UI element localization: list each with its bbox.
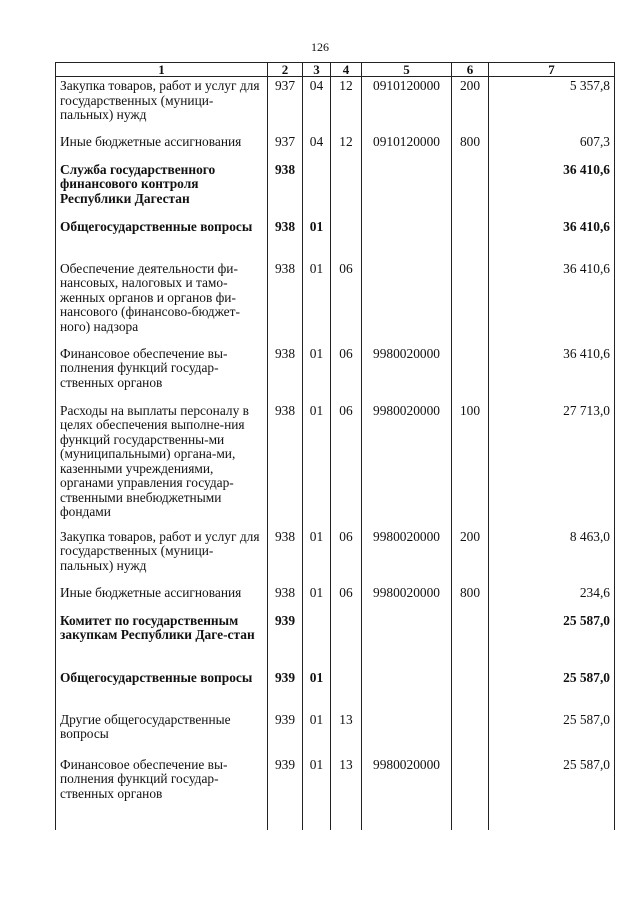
row-ministry: 938 [268,402,303,528]
row-amount: 8 463,0 [489,528,615,584]
table-row [56,161,615,218]
row-name: Общегосударственные вопросы [56,218,268,260]
header-col-7: 7 [489,63,615,77]
row-amount: 234,6 [489,584,615,612]
table-row [56,133,615,161]
row-ministry: 939 [268,669,303,711]
row-name: Закупка товаров, работ и услуг для государственных (муници-пальных) нужд [56,528,268,584]
row-target-item: 9980020000 [362,528,452,584]
table-row [56,669,615,711]
row-expense-type: 100 [452,402,489,528]
row-name: Закупка товаров, работ и услуг для государственных (муници-пальных) нужд [56,77,268,133]
row-section: 01 [303,218,331,260]
row-target-item [362,669,452,711]
row-name: Финансовое обеспечение вы-полнения функций государ-ственных органов [56,345,268,402]
row-target-item [362,161,452,218]
row-amount: 36 410,6 [489,161,615,218]
row-target-item [362,218,452,260]
row-ministry: 939 [268,756,303,830]
row-expense-type [452,161,489,218]
row-subsection [331,612,362,669]
row-subsection: 06 [331,584,362,612]
header-col-1: 1 [56,63,268,77]
table-row [56,756,615,830]
row-section: 01 [303,402,331,528]
row-expense-type [452,218,489,260]
row-subsection: 12 [331,77,362,133]
row-expense-type: 200 [452,77,489,133]
table-row [56,612,615,669]
header-col-5: 5 [362,63,452,77]
table-row [56,260,615,345]
row-ministry: 938 [268,584,303,612]
row-expense-type [452,756,489,830]
table-row [56,77,615,133]
row-target-item: 9980020000 [362,345,452,402]
row-section: 01 [303,345,331,402]
row-name: Общегосударственные вопросы [56,669,268,711]
row-amount: 25 587,0 [489,669,615,711]
row-name: Иные бюджетные ассигнования [56,584,268,612]
row-section: 01 [303,528,331,584]
row-target-item: 0910120000 [362,133,452,161]
row-target-item: 9980020000 [362,584,452,612]
row-section: 01 [303,669,331,711]
row-name: Обеспечение деятельности фи-нансовых, налоговых и тамо-женных органов и органов фи-нансового (финансово-бюджет-ного) надзора [56,260,268,345]
table-row [56,584,615,612]
row-subsection: 06 [331,528,362,584]
header-col-6: 6 [452,63,489,77]
row-expense-type [452,345,489,402]
row-name: Финансовое обеспечение вы-полнения функций государ-ственных органов [56,756,268,830]
row-name: Расходы на выплаты персоналу в целях обеспечения выполне-ния функций государственны-ми (муниципальными) органа-ми, казенными учреждениями, органами управления государ-ственными внебюджетными фондами [56,402,268,528]
row-expense-type [452,711,489,756]
row-amount: 36 410,6 [489,260,615,345]
row-subsection: 12 [331,133,362,161]
row-section: 01 [303,756,331,830]
row-amount: 25 587,0 [489,711,615,756]
row-amount: 25 587,0 [489,612,615,669]
row-expense-type: 800 [452,584,489,612]
row-ministry: 938 [268,161,303,218]
row-expense-type [452,260,489,345]
row-expense-type: 200 [452,528,489,584]
row-expense-type [452,612,489,669]
row-ministry: 938 [268,345,303,402]
row-ministry: 937 [268,77,303,133]
row-amount: 607,3 [489,133,615,161]
row-ministry: 938 [268,260,303,345]
row-expense-type: 800 [452,133,489,161]
budget-table [55,62,615,830]
row-section: 01 [303,711,331,756]
row-target-item [362,612,452,669]
row-ministry: 938 [268,218,303,260]
row-amount: 36 410,6 [489,218,615,260]
row-ministry: 938 [268,528,303,584]
page-number: 126 [311,40,329,54]
row-subsection: 13 [331,756,362,830]
header-col-4: 4 [331,63,362,77]
row-subsection [331,161,362,218]
header-col-3: 3 [303,63,331,77]
table-row [56,218,615,260]
row-name: Служба государственного финансового контроля Республики Дагестан [56,161,268,218]
row-subsection [331,669,362,711]
table-row [56,711,615,756]
row-target-item: 9980020000 [362,402,452,528]
row-target-item [362,260,452,345]
row-target-item: 9980020000 [362,756,452,830]
row-section [303,161,331,218]
table-row [56,402,615,528]
row-section: 04 [303,133,331,161]
row-subsection: 06 [331,402,362,528]
row-ministry: 939 [268,612,303,669]
row-section: 01 [303,584,331,612]
row-subsection [331,218,362,260]
row-name: Другие общегосударственные вопросы [56,711,268,756]
row-ministry: 939 [268,711,303,756]
row-amount: 27 713,0 [489,402,615,528]
row-amount: 25 587,0 [489,756,615,830]
header-col-2: 2 [268,63,303,77]
row-target-item [362,711,452,756]
row-section: 01 [303,260,331,345]
row-name: Иные бюджетные ассигнования [56,133,268,161]
row-ministry: 937 [268,133,303,161]
row-section: 04 [303,77,331,133]
table-row [56,528,615,584]
table-row [56,345,615,402]
row-amount: 36 410,6 [489,345,615,402]
row-expense-type [452,669,489,711]
row-amount: 5 357,8 [489,77,615,133]
row-subsection: 13 [331,711,362,756]
row-target-item: 0910120000 [362,77,452,133]
row-subsection: 06 [331,345,362,402]
row-name: Комитет по государственным закупкам Республики Даге-стан [56,612,268,669]
header-row [56,63,615,77]
row-subsection: 06 [331,260,362,345]
row-section [303,612,331,669]
